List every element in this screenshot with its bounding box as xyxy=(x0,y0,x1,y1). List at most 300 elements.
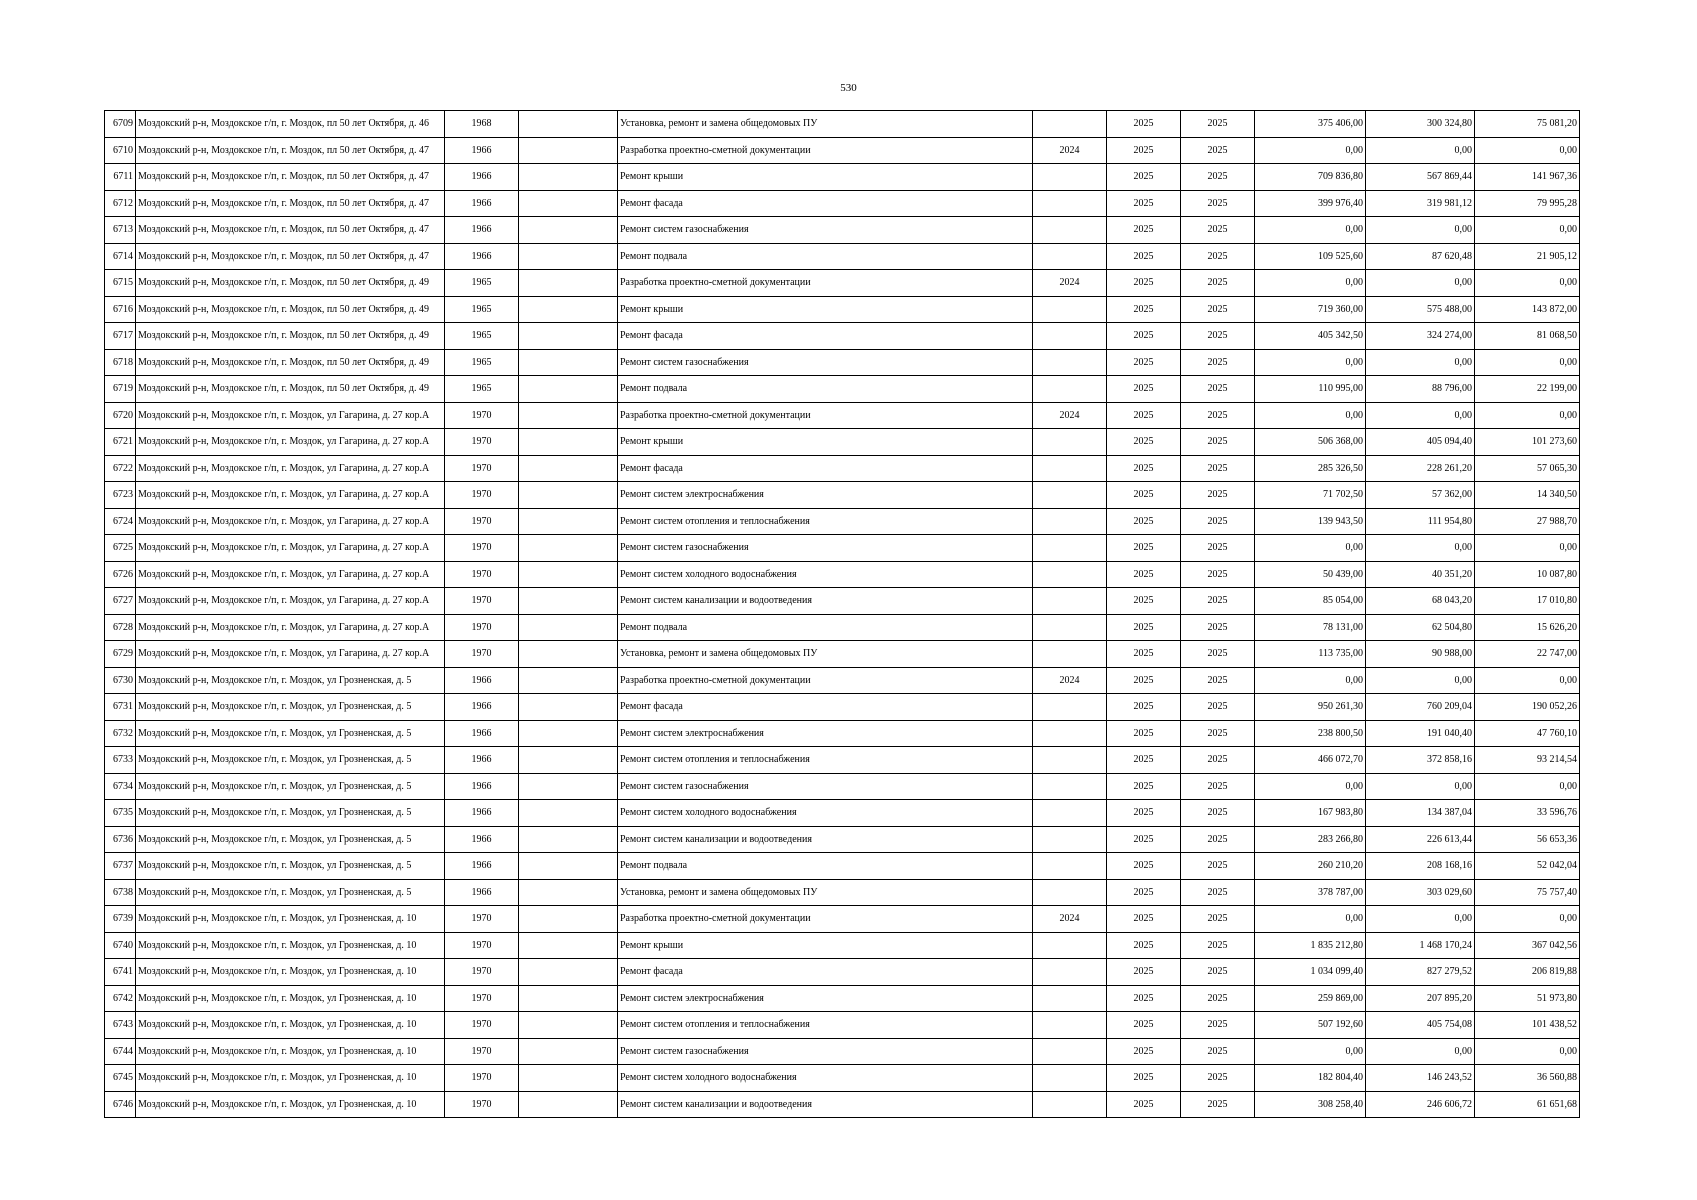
table-row xyxy=(105,720,1580,747)
design-year-cell xyxy=(1033,588,1107,615)
row-number: 6721 xyxy=(105,429,136,456)
owner-cost-cell: 56 653,36 xyxy=(1475,826,1580,853)
total-cost-cell: 378 787,00 xyxy=(1255,879,1366,906)
end-year-cell: 2025 xyxy=(1181,906,1255,933)
start-year-cell: 2025 xyxy=(1107,482,1181,509)
fund-cost-cell: 207 895,20 xyxy=(1366,985,1475,1012)
address-cell: Моздокский р-н, Моздокское г/п, г. Моздок, ул Гагарина, д. 27 кор.А xyxy=(136,614,445,641)
end-year-cell: 2025 xyxy=(1181,985,1255,1012)
work-type-cell: Ремонт систем газоснабжения xyxy=(618,773,1033,800)
fund-cost-cell: 0,00 xyxy=(1366,137,1475,164)
empty-cell xyxy=(519,270,618,297)
design-year-cell xyxy=(1033,508,1107,535)
empty-cell xyxy=(519,614,618,641)
design-year-cell xyxy=(1033,932,1107,959)
address-cell: Моздокский р-н, Моздокское г/п, г. Моздок, ул Гагарина, д. 27 кор.А xyxy=(136,561,445,588)
fund-cost-cell: 111 954,80 xyxy=(1366,508,1475,535)
owner-cost-cell: 0,00 xyxy=(1475,1038,1580,1065)
empty-cell xyxy=(519,720,618,747)
fund-cost-cell: 319 981,12 xyxy=(1366,190,1475,217)
end-year-cell: 2025 xyxy=(1181,349,1255,376)
fund-cost-cell: 0,00 xyxy=(1366,535,1475,562)
table-row xyxy=(105,800,1580,827)
total-cost-cell: 182 804,40 xyxy=(1255,1065,1366,1092)
fund-cost-cell: 827 279,52 xyxy=(1366,959,1475,986)
empty-cell xyxy=(519,1091,618,1118)
address-cell: Моздокский р-н, Моздокское г/п, г. Моздок, ул Грозненская, д. 5 xyxy=(136,773,445,800)
design-year-cell xyxy=(1033,164,1107,191)
owner-cost-cell: 93 214,54 xyxy=(1475,747,1580,774)
empty-cell xyxy=(519,879,618,906)
design-year-cell xyxy=(1033,826,1107,853)
work-type-cell: Ремонт систем канализации и водоотведения xyxy=(618,1091,1033,1118)
owner-cost-cell: 17 010,80 xyxy=(1475,588,1580,615)
total-cost-cell: 167 983,80 xyxy=(1255,800,1366,827)
table-row xyxy=(105,959,1580,986)
owner-cost-cell: 15 626,20 xyxy=(1475,614,1580,641)
fund-cost-cell: 0,00 xyxy=(1366,667,1475,694)
work-type-cell: Ремонт систем электроснабжения xyxy=(618,482,1033,509)
row-number: 6741 xyxy=(105,959,136,986)
table-row xyxy=(105,217,1580,244)
owner-cost-cell: 10 087,80 xyxy=(1475,561,1580,588)
build-year-cell: 1966 xyxy=(445,879,519,906)
row-number: 6725 xyxy=(105,535,136,562)
fund-cost-cell: 0,00 xyxy=(1366,1038,1475,1065)
owner-cost-cell: 22 747,00 xyxy=(1475,641,1580,668)
total-cost-cell: 238 800,50 xyxy=(1255,720,1366,747)
end-year-cell: 2025 xyxy=(1181,323,1255,350)
total-cost-cell: 950 261,30 xyxy=(1255,694,1366,721)
design-year-cell: 2024 xyxy=(1033,402,1107,429)
design-year-cell xyxy=(1033,376,1107,403)
design-year-cell: 2024 xyxy=(1033,667,1107,694)
address-cell: Моздокский р-н, Моздокское г/п, г. Моздок, ул Грозненская, д. 10 xyxy=(136,1065,445,1092)
work-type-cell: Ремонт фасада xyxy=(618,323,1033,350)
work-type-cell: Ремонт систем электроснабжения xyxy=(618,720,1033,747)
empty-cell xyxy=(519,376,618,403)
fund-cost-cell: 1 468 170,24 xyxy=(1366,932,1475,959)
fund-cost-cell: 62 504,80 xyxy=(1366,614,1475,641)
fund-cost-cell: 324 274,00 xyxy=(1366,323,1475,350)
row-number: 6709 xyxy=(105,111,136,138)
end-year-cell: 2025 xyxy=(1181,296,1255,323)
work-type-cell: Ремонт фасада xyxy=(618,455,1033,482)
fund-cost-cell: 246 606,72 xyxy=(1366,1091,1475,1118)
end-year-cell: 2025 xyxy=(1181,667,1255,694)
total-cost-cell: 113 735,00 xyxy=(1255,641,1366,668)
start-year-cell: 2025 xyxy=(1107,614,1181,641)
total-cost-cell: 283 266,80 xyxy=(1255,826,1366,853)
fund-cost-cell: 191 040,40 xyxy=(1366,720,1475,747)
start-year-cell: 2025 xyxy=(1107,773,1181,800)
work-type-cell: Ремонт подвала xyxy=(618,614,1033,641)
end-year-cell: 2025 xyxy=(1181,164,1255,191)
row-number: 6714 xyxy=(105,243,136,270)
build-year-cell: 1965 xyxy=(445,296,519,323)
row-number: 6730 xyxy=(105,667,136,694)
fund-cost-cell: 57 362,00 xyxy=(1366,482,1475,509)
start-year-cell: 2025 xyxy=(1107,402,1181,429)
design-year-cell xyxy=(1033,535,1107,562)
start-year-cell: 2025 xyxy=(1107,323,1181,350)
address-cell: Моздокский р-н, Моздокское г/п, г. Моздок, ул Грозненская, д. 10 xyxy=(136,1091,445,1118)
row-number: 6734 xyxy=(105,773,136,800)
empty-cell xyxy=(519,641,618,668)
total-cost-cell: 375 406,00 xyxy=(1255,111,1366,138)
build-year-cell: 1966 xyxy=(445,217,519,244)
build-year-cell: 1970 xyxy=(445,402,519,429)
total-cost-cell: 405 342,50 xyxy=(1255,323,1366,350)
total-cost-cell: 78 131,00 xyxy=(1255,614,1366,641)
start-year-cell: 2025 xyxy=(1107,879,1181,906)
owner-cost-cell: 47 760,10 xyxy=(1475,720,1580,747)
table-row xyxy=(105,588,1580,615)
total-cost-cell: 50 439,00 xyxy=(1255,561,1366,588)
owner-cost-cell: 36 560,88 xyxy=(1475,1065,1580,1092)
address-cell: Моздокский р-н, Моздокское г/п, г. Моздок, пл 50 лет Октября, д. 49 xyxy=(136,323,445,350)
row-number: 6728 xyxy=(105,614,136,641)
work-type-cell: Ремонт систем холодного водоснабжения xyxy=(618,1065,1033,1092)
table-row xyxy=(105,137,1580,164)
work-type-cell: Ремонт крыши xyxy=(618,429,1033,456)
total-cost-cell: 1 835 212,80 xyxy=(1255,932,1366,959)
start-year-cell: 2025 xyxy=(1107,429,1181,456)
work-type-cell: Ремонт систем отопления и теплоснабжения xyxy=(618,1012,1033,1039)
build-year-cell: 1970 xyxy=(445,482,519,509)
table-row xyxy=(105,482,1580,509)
fund-cost-cell: 372 858,16 xyxy=(1366,747,1475,774)
empty-cell xyxy=(519,694,618,721)
total-cost-cell: 0,00 xyxy=(1255,667,1366,694)
work-type-cell: Разработка проектно-сметной документации xyxy=(618,906,1033,933)
address-cell: Моздокский р-н, Моздокское г/п, г. Моздок, ул Грозненская, д. 10 xyxy=(136,985,445,1012)
design-year-cell xyxy=(1033,773,1107,800)
total-cost-cell: 0,00 xyxy=(1255,349,1366,376)
work-type-cell: Разработка проектно-сметной документации xyxy=(618,402,1033,429)
row-number: 6737 xyxy=(105,853,136,880)
owner-cost-cell: 0,00 xyxy=(1475,667,1580,694)
start-year-cell: 2025 xyxy=(1107,455,1181,482)
total-cost-cell: 709 836,80 xyxy=(1255,164,1366,191)
work-type-cell: Ремонт систем газоснабжения xyxy=(618,349,1033,376)
fund-cost-cell: 134 387,04 xyxy=(1366,800,1475,827)
build-year-cell: 1965 xyxy=(445,323,519,350)
owner-cost-cell: 61 651,68 xyxy=(1475,1091,1580,1118)
end-year-cell: 2025 xyxy=(1181,588,1255,615)
design-year-cell: 2024 xyxy=(1033,137,1107,164)
owner-cost-cell: 0,00 xyxy=(1475,349,1580,376)
empty-cell xyxy=(519,826,618,853)
owner-cost-cell: 51 973,80 xyxy=(1475,985,1580,1012)
table-row xyxy=(105,402,1580,429)
work-type-cell: Установка, ремонт и замена общедомовых ПУ xyxy=(618,879,1033,906)
build-year-cell: 1970 xyxy=(445,959,519,986)
owner-cost-cell: 0,00 xyxy=(1475,402,1580,429)
address-cell: Моздокский р-н, Моздокское г/п, г. Моздок, ул Гагарина, д. 27 кор.А xyxy=(136,482,445,509)
owner-cost-cell: 367 042,56 xyxy=(1475,932,1580,959)
table-row xyxy=(105,1038,1580,1065)
end-year-cell: 2025 xyxy=(1181,1012,1255,1039)
end-year-cell: 2025 xyxy=(1181,111,1255,138)
total-cost-cell: 0,00 xyxy=(1255,773,1366,800)
design-year-cell xyxy=(1033,190,1107,217)
work-type-cell: Ремонт систем газоснабжения xyxy=(618,217,1033,244)
fund-cost-cell: 208 168,16 xyxy=(1366,853,1475,880)
start-year-cell: 2025 xyxy=(1107,1012,1181,1039)
design-year-cell xyxy=(1033,243,1107,270)
owner-cost-cell: 27 988,70 xyxy=(1475,508,1580,535)
end-year-cell: 2025 xyxy=(1181,429,1255,456)
build-year-cell: 1970 xyxy=(445,429,519,456)
table-row xyxy=(105,376,1580,403)
empty-cell xyxy=(519,853,618,880)
row-number: 6746 xyxy=(105,1091,136,1118)
start-year-cell: 2025 xyxy=(1107,720,1181,747)
start-year-cell: 2025 xyxy=(1107,1065,1181,1092)
row-number: 6745 xyxy=(105,1065,136,1092)
end-year-cell: 2025 xyxy=(1181,959,1255,986)
work-type-cell: Разработка проектно-сметной документации xyxy=(618,270,1033,297)
address-cell: Моздокский р-н, Моздокское г/п, г. Моздок, пл 50 лет Октября, д. 46 xyxy=(136,111,445,138)
work-type-cell: Ремонт фасада xyxy=(618,694,1033,721)
total-cost-cell: 0,00 xyxy=(1255,535,1366,562)
total-cost-cell: 260 210,20 xyxy=(1255,853,1366,880)
row-number: 6726 xyxy=(105,561,136,588)
address-cell: Моздокский р-н, Моздокское г/п, г. Моздок, ул Грозненская, д. 5 xyxy=(136,853,445,880)
work-type-cell: Ремонт систем холодного водоснабжения xyxy=(618,800,1033,827)
build-year-cell: 1966 xyxy=(445,747,519,774)
table-row xyxy=(105,535,1580,562)
fund-cost-cell: 0,00 xyxy=(1366,270,1475,297)
build-year-cell: 1966 xyxy=(445,773,519,800)
address-cell: Моздокский р-н, Моздокское г/п, г. Моздок, ул Гагарина, д. 27 кор.А xyxy=(136,588,445,615)
total-cost-cell: 0,00 xyxy=(1255,270,1366,297)
owner-cost-cell: 57 065,30 xyxy=(1475,455,1580,482)
end-year-cell: 2025 xyxy=(1181,641,1255,668)
end-year-cell: 2025 xyxy=(1181,932,1255,959)
owner-cost-cell: 22 199,00 xyxy=(1475,376,1580,403)
design-year-cell xyxy=(1033,720,1107,747)
fund-cost-cell: 146 243,52 xyxy=(1366,1065,1475,1092)
build-year-cell: 1970 xyxy=(445,906,519,933)
owner-cost-cell: 75 757,40 xyxy=(1475,879,1580,906)
start-year-cell: 2025 xyxy=(1107,561,1181,588)
table-row xyxy=(105,667,1580,694)
table-row xyxy=(105,190,1580,217)
empty-cell xyxy=(519,1012,618,1039)
owner-cost-cell: 0,00 xyxy=(1475,535,1580,562)
build-year-cell: 1966 xyxy=(445,667,519,694)
address-cell: Моздокский р-н, Моздокское г/п, г. Моздок, ул Грозненская, д. 5 xyxy=(136,747,445,774)
fund-cost-cell: 575 488,00 xyxy=(1366,296,1475,323)
build-year-cell: 1966 xyxy=(445,243,519,270)
start-year-cell: 2025 xyxy=(1107,826,1181,853)
empty-cell xyxy=(519,667,618,694)
table-row xyxy=(105,429,1580,456)
address-cell: Моздокский р-н, Моздокское г/п, г. Моздок, пл 50 лет Октября, д. 47 xyxy=(136,190,445,217)
empty-cell xyxy=(519,773,618,800)
design-year-cell xyxy=(1033,694,1107,721)
build-year-cell: 1968 xyxy=(445,111,519,138)
work-type-cell: Ремонт крыши xyxy=(618,164,1033,191)
owner-cost-cell: 52 042,04 xyxy=(1475,853,1580,880)
fund-cost-cell: 760 209,04 xyxy=(1366,694,1475,721)
design-year-cell xyxy=(1033,482,1107,509)
address-cell: Моздокский р-н, Моздокское г/п, г. Моздок, ул Гагарина, д. 27 кор.А xyxy=(136,402,445,429)
start-year-cell: 2025 xyxy=(1107,190,1181,217)
table-row xyxy=(105,1091,1580,1118)
address-cell: Моздокский р-н, Моздокское г/п, г. Моздок, ул Грозненская, д. 5 xyxy=(136,826,445,853)
build-year-cell: 1966 xyxy=(445,720,519,747)
owner-cost-cell: 81 068,50 xyxy=(1475,323,1580,350)
design-year-cell xyxy=(1033,296,1107,323)
empty-cell xyxy=(519,323,618,350)
row-number: 6724 xyxy=(105,508,136,535)
start-year-cell: 2025 xyxy=(1107,667,1181,694)
start-year-cell: 2025 xyxy=(1107,243,1181,270)
row-number: 6710 xyxy=(105,137,136,164)
empty-cell xyxy=(519,190,618,217)
owner-cost-cell: 21 905,12 xyxy=(1475,243,1580,270)
build-year-cell: 1966 xyxy=(445,190,519,217)
design-year-cell xyxy=(1033,800,1107,827)
start-year-cell: 2025 xyxy=(1107,906,1181,933)
empty-cell xyxy=(519,217,618,244)
design-year-cell xyxy=(1033,349,1107,376)
fund-cost-cell: 87 620,48 xyxy=(1366,243,1475,270)
address-cell: Моздокский р-н, Моздокское г/п, г. Моздок, ул Гагарина, д. 27 кор.А xyxy=(136,455,445,482)
owner-cost-cell: 0,00 xyxy=(1475,773,1580,800)
owner-cost-cell: 0,00 xyxy=(1475,217,1580,244)
address-cell: Моздокский р-н, Моздокское г/п, г. Моздок, пл 50 лет Октября, д. 47 xyxy=(136,164,445,191)
row-number: 6722 xyxy=(105,455,136,482)
table-row xyxy=(105,985,1580,1012)
address-cell: Моздокский р-н, Моздокское г/п, г. Моздок, пл 50 лет Октября, д. 49 xyxy=(136,296,445,323)
repair-schedule-table xyxy=(104,110,1580,1118)
total-cost-cell: 109 525,60 xyxy=(1255,243,1366,270)
table-row xyxy=(105,879,1580,906)
empty-cell xyxy=(519,535,618,562)
fund-cost-cell: 0,00 xyxy=(1366,217,1475,244)
empty-cell xyxy=(519,906,618,933)
row-number: 6711 xyxy=(105,164,136,191)
address-cell: Моздокский р-н, Моздокское г/п, г. Моздок, ул Грозненская, д. 10 xyxy=(136,1012,445,1039)
address-cell: Моздокский р-н, Моздокское г/п, г. Моздок, ул Гагарина, д. 27 кор.А xyxy=(136,429,445,456)
work-type-cell: Ремонт систем канализации и водоотведения xyxy=(618,588,1033,615)
fund-cost-cell: 228 261,20 xyxy=(1366,455,1475,482)
end-year-cell: 2025 xyxy=(1181,614,1255,641)
build-year-cell: 1966 xyxy=(445,164,519,191)
row-number: 6723 xyxy=(105,482,136,509)
total-cost-cell: 259 869,00 xyxy=(1255,985,1366,1012)
owner-cost-cell: 14 340,50 xyxy=(1475,482,1580,509)
start-year-cell: 2025 xyxy=(1107,137,1181,164)
table-row xyxy=(105,932,1580,959)
row-number: 6719 xyxy=(105,376,136,403)
empty-cell xyxy=(519,482,618,509)
address-cell: Моздокский р-н, Моздокское г/п, г. Моздок, ул Грозненская, д. 10 xyxy=(136,1038,445,1065)
total-cost-cell: 0,00 xyxy=(1255,906,1366,933)
fund-cost-cell: 88 796,00 xyxy=(1366,376,1475,403)
table-row xyxy=(105,641,1580,668)
owner-cost-cell: 143 872,00 xyxy=(1475,296,1580,323)
end-year-cell: 2025 xyxy=(1181,1065,1255,1092)
page-number: 530 xyxy=(840,82,857,94)
end-year-cell: 2025 xyxy=(1181,270,1255,297)
build-year-cell: 1970 xyxy=(445,641,519,668)
empty-cell xyxy=(519,402,618,429)
fund-cost-cell: 40 351,20 xyxy=(1366,561,1475,588)
row-number: 6738 xyxy=(105,879,136,906)
empty-cell xyxy=(519,588,618,615)
row-number: 6718 xyxy=(105,349,136,376)
build-year-cell: 1970 xyxy=(445,588,519,615)
build-year-cell: 1970 xyxy=(445,561,519,588)
empty-cell xyxy=(519,800,618,827)
table-row xyxy=(105,164,1580,191)
work-type-cell: Ремонт подвала xyxy=(618,376,1033,403)
table-row xyxy=(105,853,1580,880)
empty-cell xyxy=(519,985,618,1012)
end-year-cell: 2025 xyxy=(1181,190,1255,217)
start-year-cell: 2025 xyxy=(1107,800,1181,827)
empty-cell xyxy=(519,296,618,323)
start-year-cell: 2025 xyxy=(1107,535,1181,562)
design-year-cell xyxy=(1033,1091,1107,1118)
table-row xyxy=(105,243,1580,270)
design-year-cell xyxy=(1033,959,1107,986)
table-row xyxy=(105,270,1580,297)
work-type-cell: Ремонт систем холодного водоснабжения xyxy=(618,561,1033,588)
owner-cost-cell: 101 273,60 xyxy=(1475,429,1580,456)
design-year-cell xyxy=(1033,853,1107,880)
end-year-cell: 2025 xyxy=(1181,1038,1255,1065)
design-year-cell xyxy=(1033,614,1107,641)
table-row xyxy=(105,508,1580,535)
address-cell: Моздокский р-н, Моздокское г/п, г. Моздок, ул Грозненская, д. 10 xyxy=(136,959,445,986)
end-year-cell: 2025 xyxy=(1181,694,1255,721)
fund-cost-cell: 0,00 xyxy=(1366,906,1475,933)
design-year-cell xyxy=(1033,217,1107,244)
table-row xyxy=(105,614,1580,641)
fund-cost-cell: 68 043,20 xyxy=(1366,588,1475,615)
fund-cost-cell: 0,00 xyxy=(1366,349,1475,376)
design-year-cell xyxy=(1033,641,1107,668)
total-cost-cell: 1 034 099,40 xyxy=(1255,959,1366,986)
address-cell: Моздокский р-н, Моздокское г/п, г. Моздок, ул Гагарина, д. 27 кор.А xyxy=(136,535,445,562)
design-year-cell xyxy=(1033,1065,1107,1092)
table-row xyxy=(105,296,1580,323)
empty-cell xyxy=(519,932,618,959)
empty-cell xyxy=(519,137,618,164)
table-row xyxy=(105,323,1580,350)
empty-cell xyxy=(519,747,618,774)
total-cost-cell: 85 054,00 xyxy=(1255,588,1366,615)
end-year-cell: 2025 xyxy=(1181,1091,1255,1118)
end-year-cell: 2025 xyxy=(1181,826,1255,853)
row-number: 6712 xyxy=(105,190,136,217)
end-year-cell: 2025 xyxy=(1181,747,1255,774)
start-year-cell: 2025 xyxy=(1107,111,1181,138)
address-cell: Моздокский р-н, Моздокское г/п, г. Моздок, пл 50 лет Октября, д. 47 xyxy=(136,243,445,270)
start-year-cell: 2025 xyxy=(1107,296,1181,323)
build-year-cell: 1970 xyxy=(445,614,519,641)
row-number: 6732 xyxy=(105,720,136,747)
work-type-cell: Разработка проектно-сметной документации xyxy=(618,137,1033,164)
build-year-cell: 1970 xyxy=(445,535,519,562)
start-year-cell: 2025 xyxy=(1107,508,1181,535)
